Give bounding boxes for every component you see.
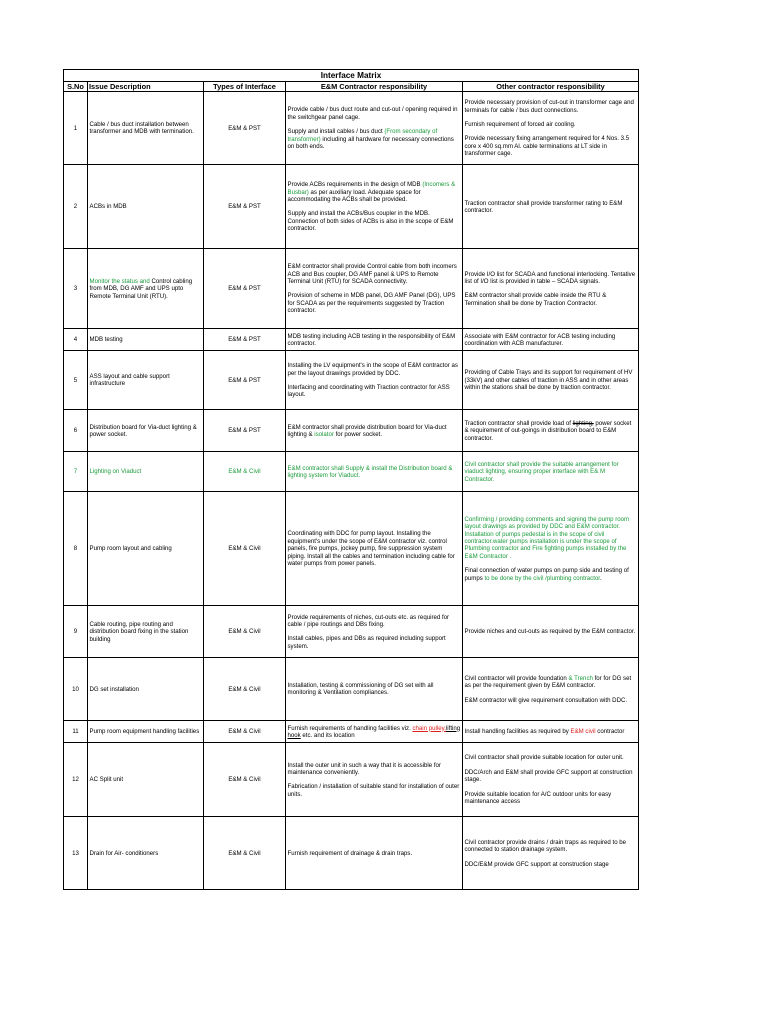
interface-type: E&M & Civil [204, 606, 286, 658]
underlined-text: lifting hook [287, 724, 461, 739]
highlight-paragraph: Confirming / providing comments and signing the pump room layout drawings as provided by DDC and E&M contractor. Installation of pumps pedestal is in the scope of civil contractor.water pumps installation is under the scope of Plumbing contractor and Fire fighting pumps installed by the E&M Contractor . [464, 515, 630, 560]
issue-description: Cable routing, pipe routing and distribution board fixing in the station building [88, 606, 204, 658]
interface-type: E&M & PST [204, 410, 286, 452]
table-row [64, 743, 639, 817]
row-number: 12 [64, 743, 88, 817]
header-types-of-interface: Types of Interface [204, 82, 286, 92]
issue-description: MDB testing [88, 329, 204, 351]
interface-type: E&M & Civil [204, 817, 286, 890]
text-span: E&M contractor shall provide distribution board for Via-duct lighting & [287, 423, 447, 438]
highlight-text: Monitor the status and [89, 277, 150, 285]
text-paragraph: Provide requirements of niches, cut-outs etc. as required for cable / pipe routings and DBs fixing. [287, 613, 450, 628]
text-paragraph: DDC/Arch and E&M shall provide GFC support at construction stage. [464, 768, 633, 784]
em-responsibility [286, 606, 463, 658]
row-number: 9 [64, 606, 88, 658]
row-number: 10 [64, 658, 88, 721]
em-responsibility: E&M contractor shall Supply & install the Distribution board & lighting system for Viaduct. [286, 452, 463, 492]
em-responsibility [286, 351, 463, 410]
text-paragraph: Install the outer unit in such a way that it is accessible for maintenance conveniently. [287, 761, 441, 776]
table-row [64, 351, 639, 410]
em-responsibility [286, 743, 463, 817]
issue-description: Cable / bus duct installation between transformer and MDB with termination. [88, 92, 204, 165]
em-responsibility: Coordinating with DDC for pump layout. Installing the equipment's under the scope of E&M contractor viz. control panels, fire pumps, jockey pump, fire suppression system piping. Install all the cables and termination including cable for water pumps from power panels. [286, 492, 463, 606]
em-responsibility: Installation, testing & commissioning of DG set with all monitoring & Ventilation compliances. [286, 658, 463, 721]
interface-type: E&M & PST [204, 92, 286, 165]
row-number: 4 [64, 329, 88, 351]
text-paragraph: Provision of scheme in MDB panel, DG AMF Panel (DG), UPS for SCADA as per the requirements suggested by Traction contractor. [287, 292, 456, 315]
issue-description: ASS layout and cable support infrastructure [88, 351, 204, 410]
header-em-responsibility: E&M Contractor responsibility [286, 82, 463, 92]
text-span: contractor [595, 728, 625, 736]
text-paragraph: Civil contractor shall provide suitable location for outer unit. [464, 754, 624, 762]
other-responsibility [463, 410, 639, 452]
other-responsibility [463, 721, 639, 743]
row-number: 1 [64, 92, 88, 165]
other-responsibility: Civil contractor shall provide the suitable arrangement for viaduct lighting, ensuring proper interface with E& M Contractor. [463, 452, 639, 492]
other-responsibility [463, 165, 639, 249]
text-paragraph: Provide I/O list for SCADA and functional interlocking. Tentative list of I/O list is provided in table – SCADA signals. [464, 270, 636, 285]
interface-type: E&M & PST [204, 329, 286, 351]
highlight-text: E&M civil [570, 728, 596, 736]
text-span: Furnish requirements of handling facilities viz. [287, 724, 413, 732]
table-row [64, 606, 639, 658]
text-paragraph: E&M contractor shall provide cable inside the RTU & Termination shall be done by Traction Contractor. [464, 292, 607, 307]
text-paragraph: Install cables, pipes and DBs as required including support system. [287, 635, 446, 650]
highlight-text: (Incomers & Busbar) [287, 181, 456, 196]
text-paragraph: Fabrication / installation of suitable stand for installation of outer units. [287, 783, 460, 798]
header-other-responsibility: Other contractor responsibility [463, 82, 639, 92]
interface-type: E&M & PST [204, 165, 286, 249]
issue-description: Lighting on Viaduct [88, 452, 204, 492]
table-row [64, 721, 639, 743]
text-paragraph: Civil contractor provide drains / drain traps as required to be connected to station drainage system. [464, 838, 627, 854]
struck-text: lighting, [572, 419, 594, 427]
text-paragraph: Interfacing and coordinating with Traction contractor for ASS layout. [287, 383, 450, 399]
text-paragraph: DDC/E&M provide GFC support at construction stage [464, 860, 609, 868]
row-number: 8 [64, 492, 88, 606]
em-responsibility [286, 249, 463, 329]
text-span: power socket & requirement of out-goings in distribution board to E&M contractor. [464, 419, 632, 442]
interface-type: E&M & Civil [204, 743, 286, 817]
other-responsibility: Provide niches and cut-outs as required by the E&M contractor. [463, 606, 639, 658]
text-span: Provide ACBs requirements in the design of MDB [287, 181, 423, 189]
other-responsibility: Providing of Cable Trays and its support for requirement of HV (33kV) and other cables of traction in ASS and in other areas within the stations shall be done by traction contractor. [463, 351, 639, 410]
text-paragraph: Traction contractor shall provide transformer rating to E&M contractor. [464, 199, 623, 214]
issue-description: Pump room layout and cabling [88, 492, 204, 606]
interface-type: E&M & Civil [204, 492, 286, 606]
interface-type: E&M & Civil [204, 658, 286, 721]
interface-type: E&M & PST [204, 249, 286, 329]
other-responsibility [463, 658, 639, 721]
issue-description [88, 249, 204, 329]
highlight-text: & Trench [566, 674, 593, 682]
highlight-text: (From secondary of transformer) [287, 128, 438, 143]
text-paragraph: Provide suitable location for A/C outdoor units for easy maintenance access [464, 790, 612, 806]
issue-description: ACBs in MDB [88, 165, 204, 249]
interface-type: E&M & PST [204, 351, 286, 410]
table-row [64, 329, 639, 351]
text-paragraph: E&M contractor will give requirement consultation with DDC. [464, 696, 628, 704]
row-number: 7 [64, 452, 88, 492]
interface-matrix-table [63, 69, 639, 890]
text-span: . [600, 574, 602, 582]
interface-type: E&M & Civil [204, 452, 286, 492]
table-row [64, 92, 639, 165]
issue-description: AC Split unit [88, 743, 204, 817]
text-span: Traction contractor shall provide load of [464, 419, 573, 427]
row-number: 6 [64, 410, 88, 452]
table-row [64, 658, 639, 721]
other-responsibility [463, 817, 639, 890]
highlight-text: to be done by the civil /plumbing contractor [482, 574, 601, 582]
row-number: 5 [64, 351, 88, 410]
text-span: including all hardware for necessary connections on both ends. [287, 135, 454, 151]
text-paragraph [465, 567, 637, 582]
text-span: Supply and install cables / bus duct [287, 128, 385, 136]
text-paragraph: Provide necessary provision of cut-out in transformer cage and terminals for cable / bus duct connections. [464, 99, 634, 114]
text-paragraph [465, 675, 637, 690]
em-responsibility [286, 410, 463, 452]
table-row [64, 452, 639, 492]
other-responsibility [463, 743, 639, 817]
text-span: for power socket. [333, 430, 383, 438]
text-paragraph [288, 181, 461, 203]
text-span: Control cabling from MDB, DG AMF and UPS upto Remote Terminal Unit (RTU). [89, 277, 193, 300]
table-row [64, 492, 639, 606]
row-number: 3 [64, 249, 88, 329]
row-number: 11 [64, 721, 88, 743]
row-number: 13 [64, 817, 88, 890]
text-paragraph: Supply and install the ACBs/Bus coupler in the MDB. Connection of both sides of ACBs is also in the scope of E&M contractor. [287, 210, 454, 233]
text-paragraph [288, 128, 461, 150]
text-paragraph: Installing the LV equipment's in the scope of E&M contractor as per the layout drawings provided by DDC. [287, 362, 458, 377]
text-span: for for DG set as per the requirement given by E&M contractor. [464, 674, 632, 690]
em-responsibility: Furnish requirement of drainage & drain traps. [286, 817, 463, 890]
issue-description: Pump room equipment handling facilities [88, 721, 204, 743]
table-row [64, 249, 639, 329]
highlight-text: isolator [314, 430, 334, 438]
text-span: etc. and its location [300, 731, 355, 739]
table-row [64, 817, 639, 890]
text-paragraph: Provide cable / bus duct route and cut-out / opening required in the switchgear panel cage. [287, 106, 458, 121]
other-responsibility [463, 92, 639, 165]
other-responsibility: Associate with E&M contractor for ACB testing including coordination with ACB manufacturer. [463, 329, 639, 351]
text-span: Final connection of water pumps on pump side and testing of pumps [464, 567, 629, 582]
em-responsibility [286, 721, 463, 743]
highlight-text: chain pulley, [412, 724, 446, 732]
other-responsibility [463, 492, 639, 606]
table-row [64, 410, 639, 452]
row-number: 2 [64, 165, 88, 249]
em-responsibility: MDB testing including ACB testing in the responsibility of E&M contractor. [286, 329, 463, 351]
text-paragraph: E&M contractor shall provide Control cable from both incomers ACB and Bus coupler, DG AMF panel & UPS to Remote Terminal Unit (RTU) for SCADA connectivity. [287, 263, 457, 285]
issue-description: Drain for Air- conditioners [88, 817, 204, 890]
table-title: Interface Matrix [64, 70, 639, 82]
header-issue-description: Issue Description [88, 82, 204, 92]
text-paragraph: Furnish requirement of forced air cooling. [464, 121, 576, 128]
text-span: Civil contractor will provide foundation [464, 674, 567, 682]
interface-type: E&M & Civil [204, 721, 286, 743]
em-responsibility [286, 92, 463, 165]
header-sno: S.No [64, 82, 88, 92]
em-responsibility [286, 165, 463, 249]
table-row [64, 165, 639, 249]
text-span: Install handling facilities as required by [464, 728, 571, 736]
issue-description: Distribution board for Via-duct lighting & power socket. [88, 410, 204, 452]
issue-description: DG set installation [88, 658, 204, 721]
text-span: as per auxiliary load. Adequate space for accommodating the ACBs shall be provided. [287, 188, 421, 203]
text-paragraph: Provide necessary fixing arrangement required for 4 Nos. 3.5 core x 400 sq.mm Al. cable terminations at LT side in transformer cage. [464, 135, 630, 158]
other-responsibility [463, 249, 639, 329]
